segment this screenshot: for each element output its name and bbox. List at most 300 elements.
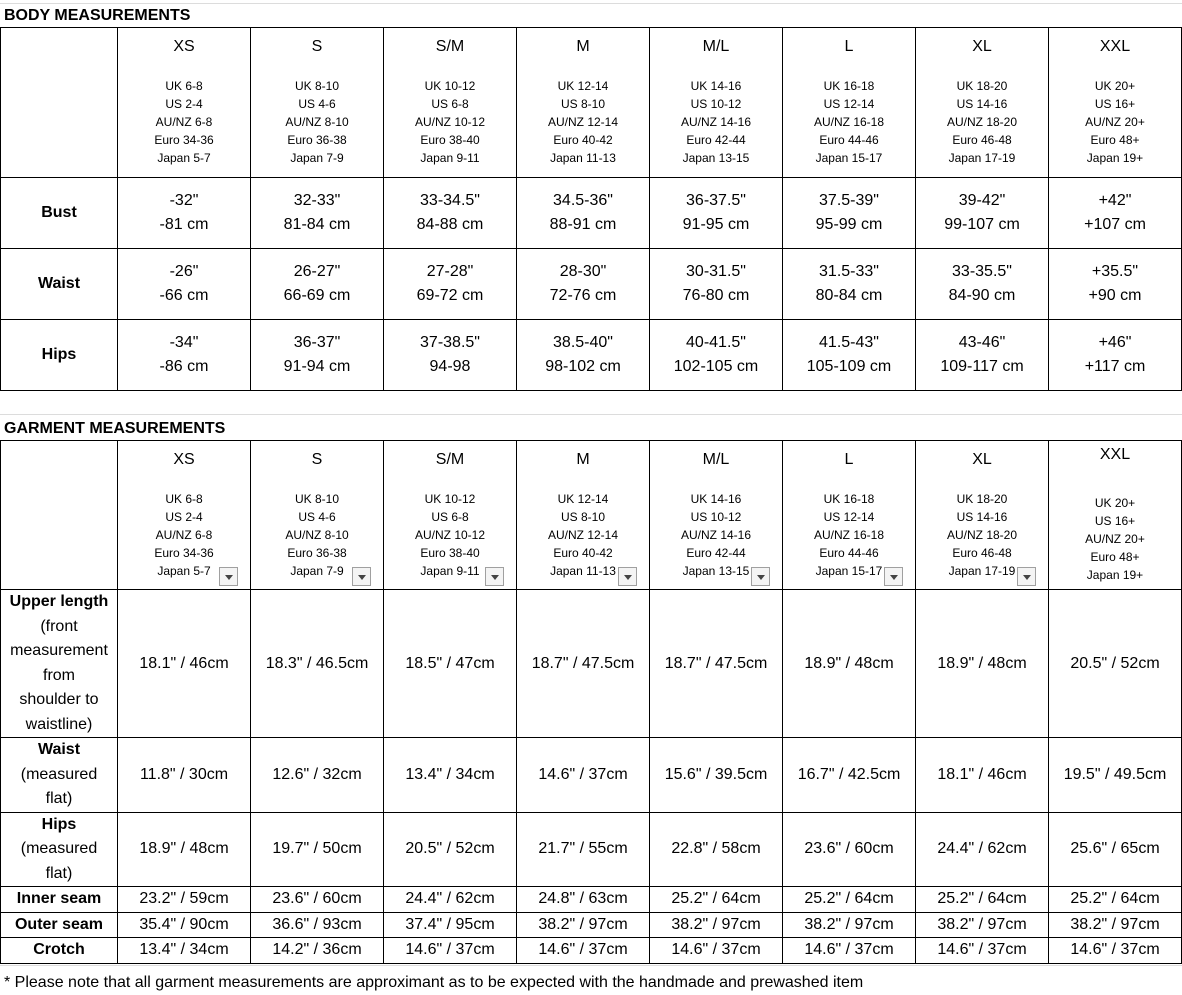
measurement-cell bbox=[517, 320, 650, 391]
inches-value: 28-30" bbox=[559, 263, 607, 280]
measurement-cell: 18.5" / 47cm bbox=[384, 590, 517, 738]
inches-value: 37.5-39" bbox=[819, 192, 879, 209]
measurement-cell: 14.6" / 37cm bbox=[517, 738, 650, 813]
size-conversion-line: AU/NZ 6-8 bbox=[155, 527, 213, 542]
size-conversion-line: Japan 9-11 bbox=[420, 563, 480, 578]
corner-cell bbox=[1, 441, 118, 590]
size-conversion-line: UK 10-12 bbox=[424, 491, 476, 506]
cm-value: 99-107 cm bbox=[944, 216, 1020, 233]
size-conversion-line: US 8-10 bbox=[560, 509, 606, 524]
size-conversion-line: AU/NZ 14-16 bbox=[680, 527, 752, 542]
size-header-cell bbox=[1049, 28, 1182, 178]
size-conversion-line: AU/NZ 10-12 bbox=[414, 115, 486, 129]
row-label-text: Waist bbox=[37, 741, 81, 758]
row-label-text: Outer seam bbox=[14, 915, 104, 933]
size-conversion-line: US 10-12 bbox=[690, 97, 742, 111]
garment-header-row bbox=[1, 441, 1182, 590]
measurement-cell bbox=[384, 178, 517, 249]
row-label-text: Waist bbox=[37, 274, 81, 292]
filter-dropdown-button[interactable] bbox=[485, 567, 504, 586]
size-conversion-line: UK 12-14 bbox=[557, 79, 609, 93]
row-label-detail: flat) bbox=[45, 864, 73, 882]
size-conversion-line: UK 14-16 bbox=[690, 79, 742, 93]
garment-row bbox=[1, 738, 1182, 813]
size-name: M/L bbox=[702, 450, 730, 468]
size-header-cell bbox=[783, 28, 916, 178]
filter-dropdown-button[interactable] bbox=[219, 567, 238, 586]
measurement-cell: 38.2" / 97cm bbox=[650, 912, 783, 938]
filter-dropdown-button[interactable] bbox=[1017, 567, 1036, 586]
measurement-cell: 19.7" / 50cm bbox=[251, 812, 384, 887]
measurement-cell bbox=[118, 320, 251, 391]
measurement-cell: 18.1" / 46cm bbox=[916, 738, 1049, 813]
measurement-cell bbox=[1049, 320, 1182, 391]
size-conversion-line: UK 18-20 bbox=[956, 491, 1008, 506]
measurement-cell: 23.6" / 60cm bbox=[251, 887, 384, 913]
row-label-text: Bust bbox=[41, 203, 77, 221]
size-conversion-line: UK 20+ bbox=[1094, 79, 1136, 93]
cm-value: +117 cm bbox=[1084, 358, 1146, 375]
size-conversion-line: Euro 44-46 bbox=[819, 545, 879, 560]
size-conversions bbox=[384, 490, 516, 580]
row-label-text: Crotch bbox=[33, 941, 85, 958]
garment-row bbox=[1, 912, 1182, 938]
body-measurements-title: BODY MEASUREMENTS bbox=[4, 7, 191, 24]
inches-value: +46" bbox=[1098, 334, 1132, 351]
size-conversion-line: Euro 46-48 bbox=[952, 545, 1012, 560]
size-header-cell bbox=[118, 441, 251, 590]
measurement-cell: 36.6" / 93cm bbox=[251, 912, 384, 938]
footnote: * Please note that all garment measurements are approximant as to be expected with the handmade and prewashed item bbox=[4, 974, 864, 991]
measurement-cell bbox=[650, 249, 783, 320]
size-header-cell bbox=[916, 28, 1049, 178]
measurement-cell: 18.1" / 46cm bbox=[118, 590, 251, 738]
measurement-cell: 14.6" / 37cm bbox=[517, 938, 650, 964]
measurement-cell: 14.6" / 37cm bbox=[1049, 938, 1182, 964]
inches-value: 32-33" bbox=[293, 192, 341, 209]
size-conversion-line: Euro 48+ bbox=[1090, 550, 1140, 564]
row-label bbox=[1, 912, 118, 938]
size-conversions bbox=[783, 490, 915, 580]
size-header-cell bbox=[251, 441, 384, 590]
size-conversion-line: Japan 5-7 bbox=[157, 563, 211, 578]
size-conversion-line: US 2-4 bbox=[165, 509, 203, 524]
inches-value: -26" bbox=[169, 263, 199, 280]
row-label bbox=[1, 887, 118, 913]
inches-value: -34" bbox=[169, 334, 199, 351]
size-conversion-line: Japan 15-17 bbox=[815, 151, 883, 165]
measurement-cell: 22.8" / 58cm bbox=[650, 812, 783, 887]
size-header-cell bbox=[517, 441, 650, 590]
size-conversion-line: US 6-8 bbox=[431, 509, 469, 524]
measurement-cell: 38.2" / 97cm bbox=[916, 912, 1049, 938]
measurement-cell: 18.7" / 47.5cm bbox=[650, 590, 783, 738]
measurement-cell: 14.6" / 37cm bbox=[650, 938, 783, 964]
size-conversions bbox=[251, 490, 383, 580]
body-row bbox=[1, 320, 1182, 391]
cm-value: 91-95 cm bbox=[682, 216, 750, 233]
measurement-cell: 25.2" / 64cm bbox=[1049, 887, 1182, 913]
measurement-cell bbox=[1049, 249, 1182, 320]
measurement-cell: 18.3" / 46.5cm bbox=[251, 590, 384, 738]
cm-value: 81-84 cm bbox=[283, 216, 351, 233]
size-conversion-line: Japan 19+ bbox=[1086, 151, 1144, 165]
measurement-cell: 24.4" / 62cm bbox=[916, 812, 1049, 887]
size-conversions bbox=[1049, 77, 1181, 167]
measurement-cell: 23.6" / 60cm bbox=[783, 812, 916, 887]
measurement-cell bbox=[783, 249, 916, 320]
measurement-cell bbox=[1049, 178, 1182, 249]
cm-value: 84-88 cm bbox=[416, 216, 484, 233]
size-conversions bbox=[118, 77, 250, 167]
size-conversion-line: US 10-12 bbox=[690, 509, 742, 524]
size-conversion-line: UK 16-18 bbox=[823, 491, 875, 506]
size-conversions bbox=[251, 77, 383, 167]
row-label-detail: flat) bbox=[45, 790, 73, 807]
size-name: S bbox=[311, 450, 323, 468]
row-label bbox=[1, 249, 118, 320]
inches-value: 39-42" bbox=[958, 192, 1006, 209]
row-label bbox=[1, 812, 118, 887]
size-conversion-line: Japan 9-11 bbox=[420, 151, 480, 165]
size-header-cell bbox=[1049, 441, 1182, 590]
measurement-cell bbox=[650, 320, 783, 391]
measurement-cell: 16.7" / 42.5cm bbox=[783, 738, 916, 813]
measurement-cell: 20.5" / 52cm bbox=[1049, 590, 1182, 738]
cm-value: 95-99 cm bbox=[815, 216, 883, 233]
size-conversion-line: UK 14-16 bbox=[690, 491, 742, 506]
size-conversion-line: US 16+ bbox=[1094, 97, 1136, 111]
size-header-cell bbox=[650, 441, 783, 590]
size-conversions bbox=[650, 77, 782, 167]
size-conversion-line: AU/NZ 12-14 bbox=[547, 527, 619, 542]
measurement-cell: 14.6" / 37cm bbox=[384, 938, 517, 964]
size-conversion-line: US 14-16 bbox=[956, 509, 1008, 524]
size-name: XL bbox=[972, 450, 992, 468]
size-header-cell bbox=[650, 28, 783, 178]
size-conversion-line: UK 16-18 bbox=[823, 79, 875, 93]
size-conversions bbox=[517, 77, 649, 167]
size-conversions bbox=[384, 77, 516, 167]
row-label-text: Inner seam bbox=[16, 890, 102, 907]
size-conversion-line: Japan 5-7 bbox=[157, 151, 211, 165]
dropdown-arrow-icon bbox=[358, 575, 366, 580]
corner-cell bbox=[1, 28, 118, 178]
garment-row bbox=[1, 590, 1182, 738]
size-conversion-line: Japan 19+ bbox=[1086, 568, 1144, 582]
inches-value: 33-35.5" bbox=[952, 263, 1012, 280]
measurement-cell: 14.6" / 37cm bbox=[916, 938, 1049, 964]
filter-dropdown-button[interactable] bbox=[884, 567, 903, 586]
measurement-cell: 25.2" / 64cm bbox=[650, 887, 783, 913]
size-conversions bbox=[916, 77, 1048, 167]
dropdown-arrow-icon bbox=[890, 575, 898, 580]
garment-row bbox=[1, 938, 1182, 964]
size-name: XS bbox=[173, 38, 195, 55]
inches-value: 36-37.5" bbox=[686, 192, 746, 209]
row-label bbox=[1, 590, 118, 738]
size-header-cell bbox=[783, 441, 916, 590]
cm-value: 98-102 cm bbox=[545, 358, 621, 375]
measurement-cell: 25.2" / 64cm bbox=[783, 887, 916, 913]
inches-value: 34.5-36" bbox=[553, 192, 613, 209]
row-label-detail: waistline) bbox=[25, 715, 93, 733]
size-conversion-line: Japan 7-9 bbox=[290, 151, 344, 165]
measurement-cell bbox=[251, 249, 384, 320]
measurement-cell: 14.2" / 36cm bbox=[251, 938, 384, 964]
size-name: L bbox=[844, 38, 854, 55]
size-conversion-line: US 16+ bbox=[1094, 514, 1136, 528]
filter-dropdown-button[interactable] bbox=[618, 567, 637, 586]
size-conversion-line: UK 12-14 bbox=[557, 491, 609, 506]
measurement-cell: 35.4" / 90cm bbox=[118, 912, 251, 938]
size-conversions bbox=[517, 490, 649, 580]
row-label bbox=[1, 320, 118, 391]
cm-value: 66-69 cm bbox=[283, 287, 351, 304]
measurement-cell bbox=[251, 320, 384, 391]
dropdown-arrow-icon bbox=[225, 575, 233, 580]
inches-value: 27-28" bbox=[426, 263, 474, 280]
measurement-cell: 18.9" / 48cm bbox=[118, 812, 251, 887]
cm-value: 69-72 cm bbox=[416, 287, 484, 304]
size-conversion-line: AU/NZ 16-18 bbox=[813, 527, 885, 542]
cm-value: 94-98 bbox=[429, 358, 471, 375]
gridline bbox=[0, 3, 1182, 4]
size-conversions bbox=[650, 490, 782, 580]
inches-value: 43-46" bbox=[958, 334, 1006, 351]
dropdown-arrow-icon bbox=[757, 575, 765, 580]
measurement-cell bbox=[783, 178, 916, 249]
measurement-cell: 18.7" / 47.5cm bbox=[517, 590, 650, 738]
size-name: S/M bbox=[435, 38, 465, 55]
size-conversion-line: Japan 13-15 bbox=[682, 151, 750, 165]
measurement-cell: 13.4" / 34cm bbox=[118, 938, 251, 964]
row-label-detail: (front bbox=[40, 617, 78, 635]
size-name: XXL bbox=[1099, 38, 1131, 55]
size-conversion-line: UK 18-20 bbox=[956, 79, 1008, 93]
gridline bbox=[0, 414, 1182, 415]
size-conversion-line: Euro 40-42 bbox=[553, 133, 613, 147]
size-conversion-line: Euro 38-40 bbox=[420, 545, 480, 560]
size-conversion-line: Euro 34-36 bbox=[154, 545, 214, 560]
size-name: M bbox=[576, 450, 590, 468]
measurement-cell bbox=[916, 249, 1049, 320]
size-conversion-line: US 4-6 bbox=[298, 509, 336, 524]
cm-value: -86 cm bbox=[159, 358, 209, 375]
measurement-cell: 20.5" / 52cm bbox=[384, 812, 517, 887]
row-label bbox=[1, 178, 118, 249]
row-label-detail: measurement bbox=[10, 642, 108, 659]
size-conversion-line: Japan 15-17 bbox=[815, 563, 883, 578]
measurement-cell: 18.9" / 48cm bbox=[783, 590, 916, 738]
size-conversion-line: Euro 36-38 bbox=[287, 545, 347, 560]
cm-value: 84-90 cm bbox=[948, 287, 1016, 304]
cm-value: 72-76 cm bbox=[549, 287, 617, 304]
measurement-cell bbox=[783, 320, 916, 391]
measurement-cell: 24.8" / 63cm bbox=[517, 887, 650, 913]
size-conversion-line: US 6-8 bbox=[431, 97, 469, 111]
measurement-cell bbox=[517, 178, 650, 249]
inches-value: -32" bbox=[169, 192, 199, 209]
size-conversion-line: US 8-10 bbox=[560, 97, 606, 111]
size-conversion-line: AU/NZ 16-18 bbox=[813, 115, 885, 129]
size-name: S/M bbox=[435, 450, 465, 468]
size-conversion-line: UK 10-12 bbox=[424, 79, 476, 93]
size-conversion-line: AU/NZ 6-8 bbox=[155, 115, 213, 129]
size-conversion-line: Euro 34-36 bbox=[154, 133, 214, 147]
filter-dropdown-button[interactable] bbox=[352, 567, 371, 586]
body-header-row bbox=[1, 28, 1182, 178]
cm-value: +90 cm bbox=[1088, 287, 1142, 304]
garment-measurements-title: GARMENT MEASUREMENTS bbox=[4, 420, 226, 437]
row-label bbox=[1, 938, 118, 964]
inches-value: 40-41.5" bbox=[686, 334, 746, 351]
measurement-cell: 18.9" / 48cm bbox=[916, 590, 1049, 738]
measurement-cell: 24.4" / 62cm bbox=[384, 887, 517, 913]
cm-value: -81 cm bbox=[159, 216, 209, 233]
measurement-cell: 11.8" / 30cm bbox=[118, 738, 251, 813]
cm-value: +107 cm bbox=[1084, 216, 1146, 233]
measurement-cell: 25.2" / 64cm bbox=[916, 887, 1049, 913]
inches-value: 33-34.5" bbox=[420, 192, 480, 209]
size-conversion-line: AU/NZ 14-16 bbox=[680, 115, 752, 129]
measurement-cell bbox=[650, 178, 783, 249]
dropdown-arrow-icon bbox=[1023, 575, 1031, 580]
size-conversion-line: US 14-16 bbox=[956, 97, 1008, 111]
measurement-cell: 38.2" / 97cm bbox=[517, 912, 650, 938]
size-conversion-line: UK 20+ bbox=[1094, 496, 1136, 510]
size-conversion-line: Japan 11-13 bbox=[550, 151, 616, 165]
inches-value: +42" bbox=[1098, 192, 1132, 209]
size-conversions bbox=[916, 490, 1048, 580]
size-conversion-line: US 12-14 bbox=[823, 509, 875, 524]
size-conversion-line: Japan 17-19 bbox=[948, 563, 1016, 578]
size-conversion-line: AU/NZ 18-20 bbox=[946, 115, 1018, 129]
size-header-cell bbox=[384, 441, 517, 590]
measurement-cell bbox=[517, 249, 650, 320]
size-header-cell bbox=[384, 28, 517, 178]
inches-value: 31.5-33" bbox=[819, 263, 879, 280]
cm-value: 88-91 cm bbox=[549, 216, 617, 233]
size-conversion-line: AU/NZ 10-12 bbox=[414, 527, 486, 542]
size-conversion-line: UK 6-8 bbox=[165, 491, 203, 506]
gridline bbox=[0, 965, 1182, 966]
measurement-cell: 23.2" / 59cm bbox=[118, 887, 251, 913]
measurement-cell: 25.6" / 65cm bbox=[1049, 812, 1182, 887]
size-conversion-line: Japan 13-15 bbox=[682, 563, 750, 578]
size-name: XXL bbox=[1099, 446, 1131, 463]
size-conversion-line: UK 6-8 bbox=[165, 79, 203, 93]
size-conversion-line: Euro 42-44 bbox=[686, 133, 746, 147]
inches-value: +35.5" bbox=[1091, 263, 1139, 280]
size-conversion-line: Japan 7-9 bbox=[290, 563, 344, 578]
row-label-detail: (measured bbox=[20, 765, 98, 783]
size-conversion-line: Japan 11-13 bbox=[550, 563, 616, 578]
size-conversion-line: AU/NZ 20+ bbox=[1085, 115, 1145, 129]
size-conversion-line: Euro 38-40 bbox=[420, 133, 480, 147]
measurement-cell: 13.4" / 34cm bbox=[384, 738, 517, 813]
measurement-cell: 38.2" / 97cm bbox=[783, 912, 916, 938]
size-name: M bbox=[576, 38, 590, 55]
measurement-cell: 14.6" / 37cm bbox=[783, 938, 916, 964]
size-header-cell bbox=[118, 28, 251, 178]
measurement-cell: 37.4" / 95cm bbox=[384, 912, 517, 938]
size-name: M/L bbox=[702, 38, 730, 55]
size-conversion-line: Euro 44-46 bbox=[819, 133, 879, 147]
row-label-detail: (measured bbox=[20, 840, 98, 857]
size-conversion-line: US 2-4 bbox=[165, 97, 203, 111]
row-label bbox=[1, 738, 118, 813]
size-conversion-line: Euro 40-42 bbox=[553, 545, 613, 560]
body-row bbox=[1, 178, 1182, 249]
cm-value: 105-109 cm bbox=[806, 358, 892, 375]
measurement-cell: 19.5" / 49.5cm bbox=[1049, 738, 1182, 813]
garment-row bbox=[1, 887, 1182, 913]
measurement-cell bbox=[916, 178, 1049, 249]
size-conversion-line: US 4-6 bbox=[298, 97, 336, 111]
measurement-cell bbox=[118, 249, 251, 320]
measurement-cell: 15.6" / 39.5cm bbox=[650, 738, 783, 813]
cm-value: -66 cm bbox=[159, 287, 209, 304]
size-conversion-line: Euro 36-38 bbox=[287, 133, 347, 147]
size-conversion-line: Euro 48+ bbox=[1090, 133, 1140, 147]
cm-value: 76-80 cm bbox=[682, 287, 750, 304]
size-conversion-line: Euro 46-48 bbox=[952, 133, 1012, 147]
garment-measurements-table bbox=[0, 440, 1182, 964]
size-name: L bbox=[844, 450, 854, 468]
size-conversion-line: Japan 17-19 bbox=[948, 151, 1016, 165]
row-label-detail: shoulder to bbox=[19, 691, 99, 708]
size-conversion-line: AU/NZ 18-20 bbox=[946, 527, 1018, 542]
size-conversion-line: AU/NZ 12-14 bbox=[547, 115, 619, 129]
size-conversion-line: AU/NZ 20+ bbox=[1085, 532, 1145, 546]
dropdown-arrow-icon bbox=[624, 575, 632, 580]
inches-value: 36-37" bbox=[293, 334, 341, 351]
dropdown-arrow-icon bbox=[491, 575, 499, 580]
cm-value: 109-117 cm bbox=[940, 358, 1024, 375]
size-header-cell bbox=[251, 28, 384, 178]
size-name: S bbox=[311, 38, 323, 55]
row-label-text: Hips bbox=[41, 345, 77, 363]
measurement-cell bbox=[118, 178, 251, 249]
inches-value: 37-38.5" bbox=[420, 334, 480, 351]
measurement-cell: 38.2" / 97cm bbox=[1049, 912, 1182, 938]
cm-value: 102-105 cm bbox=[673, 358, 759, 375]
size-name: XL bbox=[972, 38, 992, 55]
cm-value: 91-94 cm bbox=[283, 358, 351, 375]
size-conversion-line: AU/NZ 8-10 bbox=[285, 527, 349, 542]
size-header-cell bbox=[916, 441, 1049, 590]
filter-dropdown-button[interactable] bbox=[751, 567, 770, 586]
measurement-cell bbox=[384, 249, 517, 320]
inches-value: 30-31.5" bbox=[686, 263, 746, 280]
size-conversion-line: AU/NZ 8-10 bbox=[285, 115, 349, 129]
inches-value: 41.5-43" bbox=[819, 334, 879, 351]
garment-row bbox=[1, 812, 1182, 887]
row-label-text: Hips bbox=[41, 815, 77, 833]
inches-value: 38.5-40" bbox=[553, 334, 613, 351]
size-name: XS bbox=[173, 450, 195, 468]
size-conversions bbox=[783, 77, 915, 167]
size-header-cell bbox=[517, 28, 650, 178]
inches-value: 26-27" bbox=[293, 263, 341, 280]
row-label-text: Upper length bbox=[9, 593, 109, 610]
cm-value: 80-84 cm bbox=[815, 287, 883, 304]
size-conversion-line: Euro 42-44 bbox=[686, 545, 746, 560]
body-row bbox=[1, 249, 1182, 320]
measurement-cell bbox=[251, 178, 384, 249]
size-conversions bbox=[1049, 494, 1181, 584]
